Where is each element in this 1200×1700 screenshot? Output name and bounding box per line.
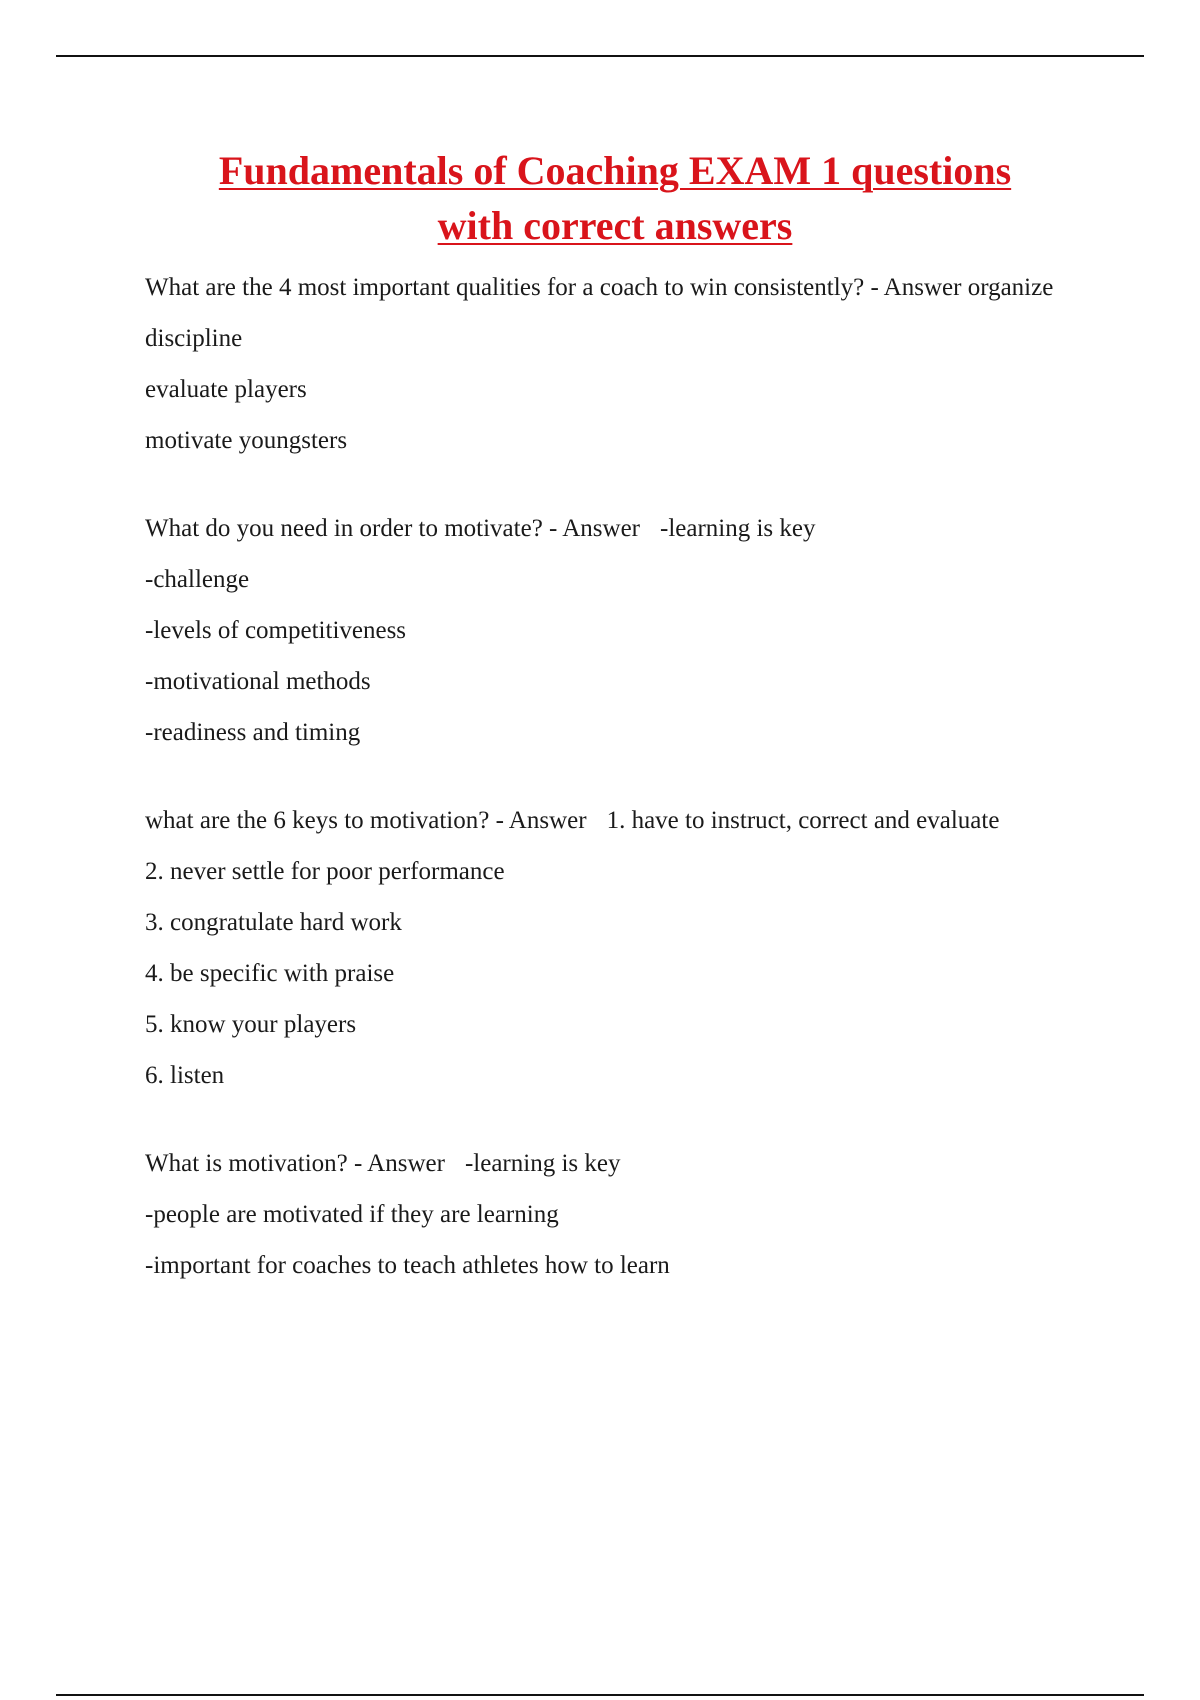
footer-rule	[56, 1694, 1144, 1696]
answer-line: 5. know your players	[145, 1011, 357, 1038]
title-line-1: Fundamentals of Coaching EXAM 1 questions	[218, 148, 1012, 193]
first-answer: organize	[967, 274, 1054, 301]
qa-block-3	[145, 803, 1085, 1094]
first-answer: -learning is key	[660, 515, 816, 542]
qa-content	[145, 270, 1085, 1336]
answer-line: 4. be specific with praise	[145, 960, 395, 987]
first-answer: -learning is key	[464, 1150, 621, 1177]
title-line-2: with correct answers	[437, 203, 793, 248]
question-text: What do you need in order to motivate? - Answer	[145, 515, 640, 542]
header-rule	[56, 55, 1144, 57]
answer-line: 2. never settle for poor performance	[145, 858, 505, 885]
answer-line: 6. listen	[145, 1062, 225, 1089]
question-line	[145, 270, 1085, 306]
answer-line: motivate youngsters	[145, 427, 348, 454]
answer-line: -challenge	[145, 566, 250, 593]
qa-block-1	[145, 270, 1085, 459]
answer-line: discipline	[145, 325, 243, 352]
document-title	[60, 143, 1170, 253]
question-text: What are the 4 most important qualities for a coach to win consistently? - Answer	[145, 274, 962, 301]
answer-line: -readiness and timing	[145, 719, 361, 746]
first-answer: 1. have to instruct, correct and evaluate	[606, 807, 1000, 834]
answer-line: evaluate players	[145, 376, 307, 403]
question-line	[145, 803, 1085, 839]
qa-block-4	[145, 1146, 1085, 1284]
answer-line: -motivational methods	[145, 668, 371, 695]
question-line	[145, 511, 1085, 547]
answer-line: 3. congratulate hard work	[145, 909, 402, 936]
answer-line: -people are motivated if they are learning	[145, 1201, 559, 1228]
answer-line: -important for coaches to teach athletes how to learn	[145, 1252, 670, 1279]
qa-block-2	[145, 511, 1085, 751]
answer-line: -levels of competitiveness	[145, 617, 407, 644]
question-text: what are the 6 keys to motivation? - Answer	[145, 807, 587, 834]
question-line	[145, 1146, 1085, 1182]
question-text: What is motivation? - Answer	[145, 1150, 445, 1177]
